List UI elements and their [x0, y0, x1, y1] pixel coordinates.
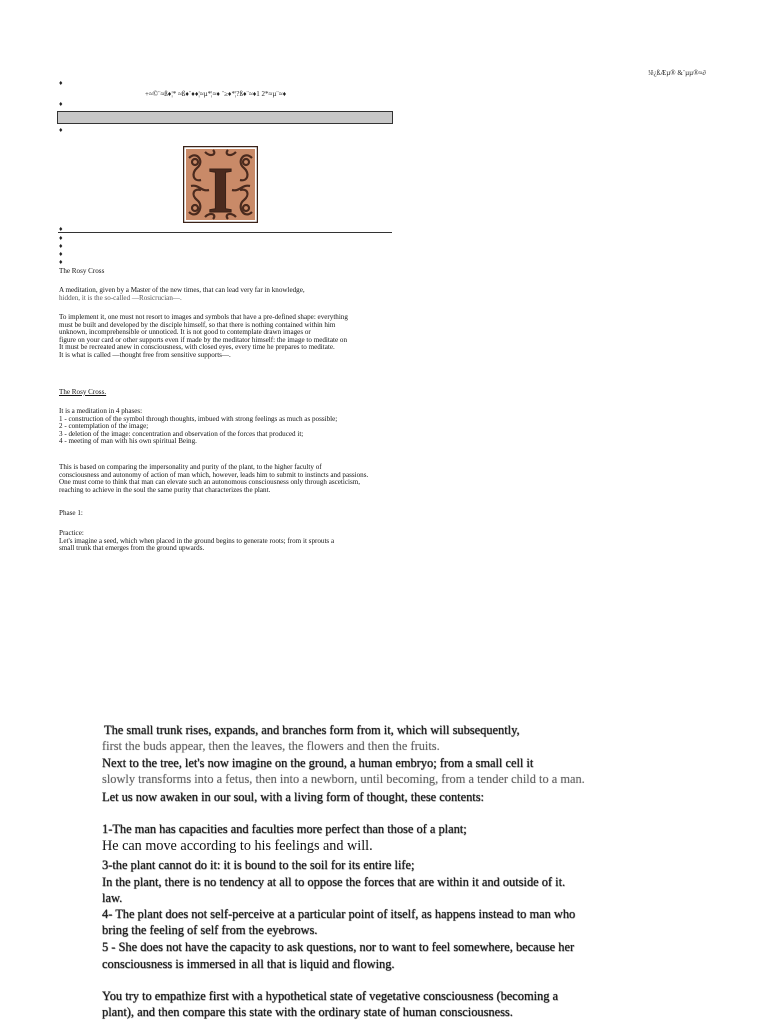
subtitle-garbled-text: +≈©¨≈ß♦¦* ≈ß♦¨♦♦¦≈µ*¦≈♦ ¨≥♦*¦?ß♦¨≈♦1 2*≈µ¨≈♦: [145, 90, 287, 98]
paragraph-line: To implement it, one must not resort to images and symbols that have a pre-defined shape: everything: [59, 313, 348, 321]
box-glyph: ♦: [59, 242, 63, 250]
body-line: law.: [102, 891, 123, 905]
practice-line: Practice:: [59, 529, 84, 537]
phase-line: 2 - contemplation of the image;: [59, 422, 149, 430]
body-line: 5 - She does not have the capacity to ask questions, nor to want to feel somewhere, because her: [102, 940, 575, 954]
box-glyph: ♦: [59, 250, 63, 258]
box-glyph: ♦: [59, 258, 63, 266]
paragraph-line: must be built and developed by the disciple himself, so that there is nothing contained within him: [59, 320, 336, 329]
body-line: bring the feeling of self from the eyebrows.: [102, 923, 318, 937]
paragraph-line: consciousness and autonomy of action of man which, however, leads him to submit to instincts and passions.: [59, 470, 369, 479]
practice-line: small trunk that emerges from the ground upwards.: [59, 544, 205, 552]
box-glyph: ♦: [59, 100, 63, 108]
phase-line: 3 - deletion of the image: concentration and observation of the forces that produced it;: [59, 429, 304, 438]
phase-heading: Phase 1:: [59, 509, 83, 517]
box-glyph: ♦: [59, 234, 63, 242]
body-line: first the buds appear, then the leaves, the flowers and then the fruits.: [102, 739, 440, 753]
body-line: 4- The plant does not self-perceive at a particular point of itself, as happens instead to man who: [102, 907, 576, 921]
box-glyph: ♦: [59, 225, 63, 233]
body-line: consciousness is immersed in all that is liquid and flowing.: [102, 957, 395, 971]
phase-line: 1 - construction of the symbol through thoughts, imbued with strong feelings as much as possible;: [59, 414, 338, 423]
phase-line: It is a meditation in 4 phases:: [59, 407, 143, 415]
header-garbled-text: !ê¿ßÆµ® &¨µµ®≈∂: [648, 69, 706, 77]
intro-line: A meditation, given by a Master of the new times, that can lead very far in knowledge,: [59, 286, 305, 294]
intro-line: hidden, it is the so-called —Rosicrucian—.: [59, 293, 182, 302]
horizontal-rule: [58, 232, 392, 233]
body-line: You try to empathize first with a hypothetical state of vegetative consciousness (becoming a: [102, 989, 559, 1003]
body-line: 3-the plant cannot do it: it is bound to the soil for its entire life;: [102, 858, 415, 872]
body-line: Next to the tree, let's now imagine on the ground, a human embryo; from a small cell it: [102, 756, 534, 770]
body-line: Let us now awaken in our soul, with a living form of thought, these contents:: [102, 790, 484, 804]
body-line: plant), and then compare this state with the ordinary state of human consciousness.: [102, 1005, 513, 1019]
practice-line: Let's imagine a seed, which when placed in the ground begins to generate roots; from it sprouts a: [59, 536, 335, 545]
gray-banner-bar: [57, 111, 393, 124]
body-line: In the plant, there is no tendency at all to oppose the forces that are within it and outside of it.: [102, 875, 566, 889]
paragraph-line: This is based on comparing the impersonality and purity of the plant, to the higher faculty of: [59, 463, 322, 471]
illuminated-initial-icon: [183, 146, 258, 223]
body-line: He can move according to his feelings and will.: [102, 838, 373, 854]
paragraph-line: unknown, incomprehensible or unnoticed. It is not good to contemplate drawn images or: [59, 328, 311, 336]
paragraph-line: figure on your card or other supports even if made by the meditator himself: the image to meditate on: [59, 335, 347, 344]
paragraph-line: It is what is called —thought free from sensitive supports—.: [59, 350, 231, 359]
body-line: 1-The man has capacities and faculties more perfect than those of a plant;: [102, 822, 467, 836]
section-title: The Rosy Cross: [59, 267, 105, 275]
body-line: The small trunk rises, expands, and branches form from it, which will subsequently,: [104, 723, 520, 737]
svg-text:I: I: [207, 154, 234, 223]
phase-line: 4 - meeting of man with his own spiritual Being.: [59, 437, 197, 445]
body-line: slowly transforms into a fetus, then into a newborn, until becoming, from a tender child to a man.: [102, 772, 585, 786]
paragraph-line: It must be recreated anew in consciousness, with closed eyes, every time he prepares to meditate.: [59, 343, 335, 351]
box-glyph: ♦: [59, 126, 63, 134]
paragraph-line: reaching to achieve in the soul the same purity that characterizes the plant.: [59, 485, 271, 494]
box-glyph: ♦: [59, 79, 63, 87]
paragraph-line: One must come to think that man can elevate such an autonomous consciousness only through asceticism,: [59, 478, 361, 486]
section-heading: The Rosy Cross.: [59, 388, 107, 396]
